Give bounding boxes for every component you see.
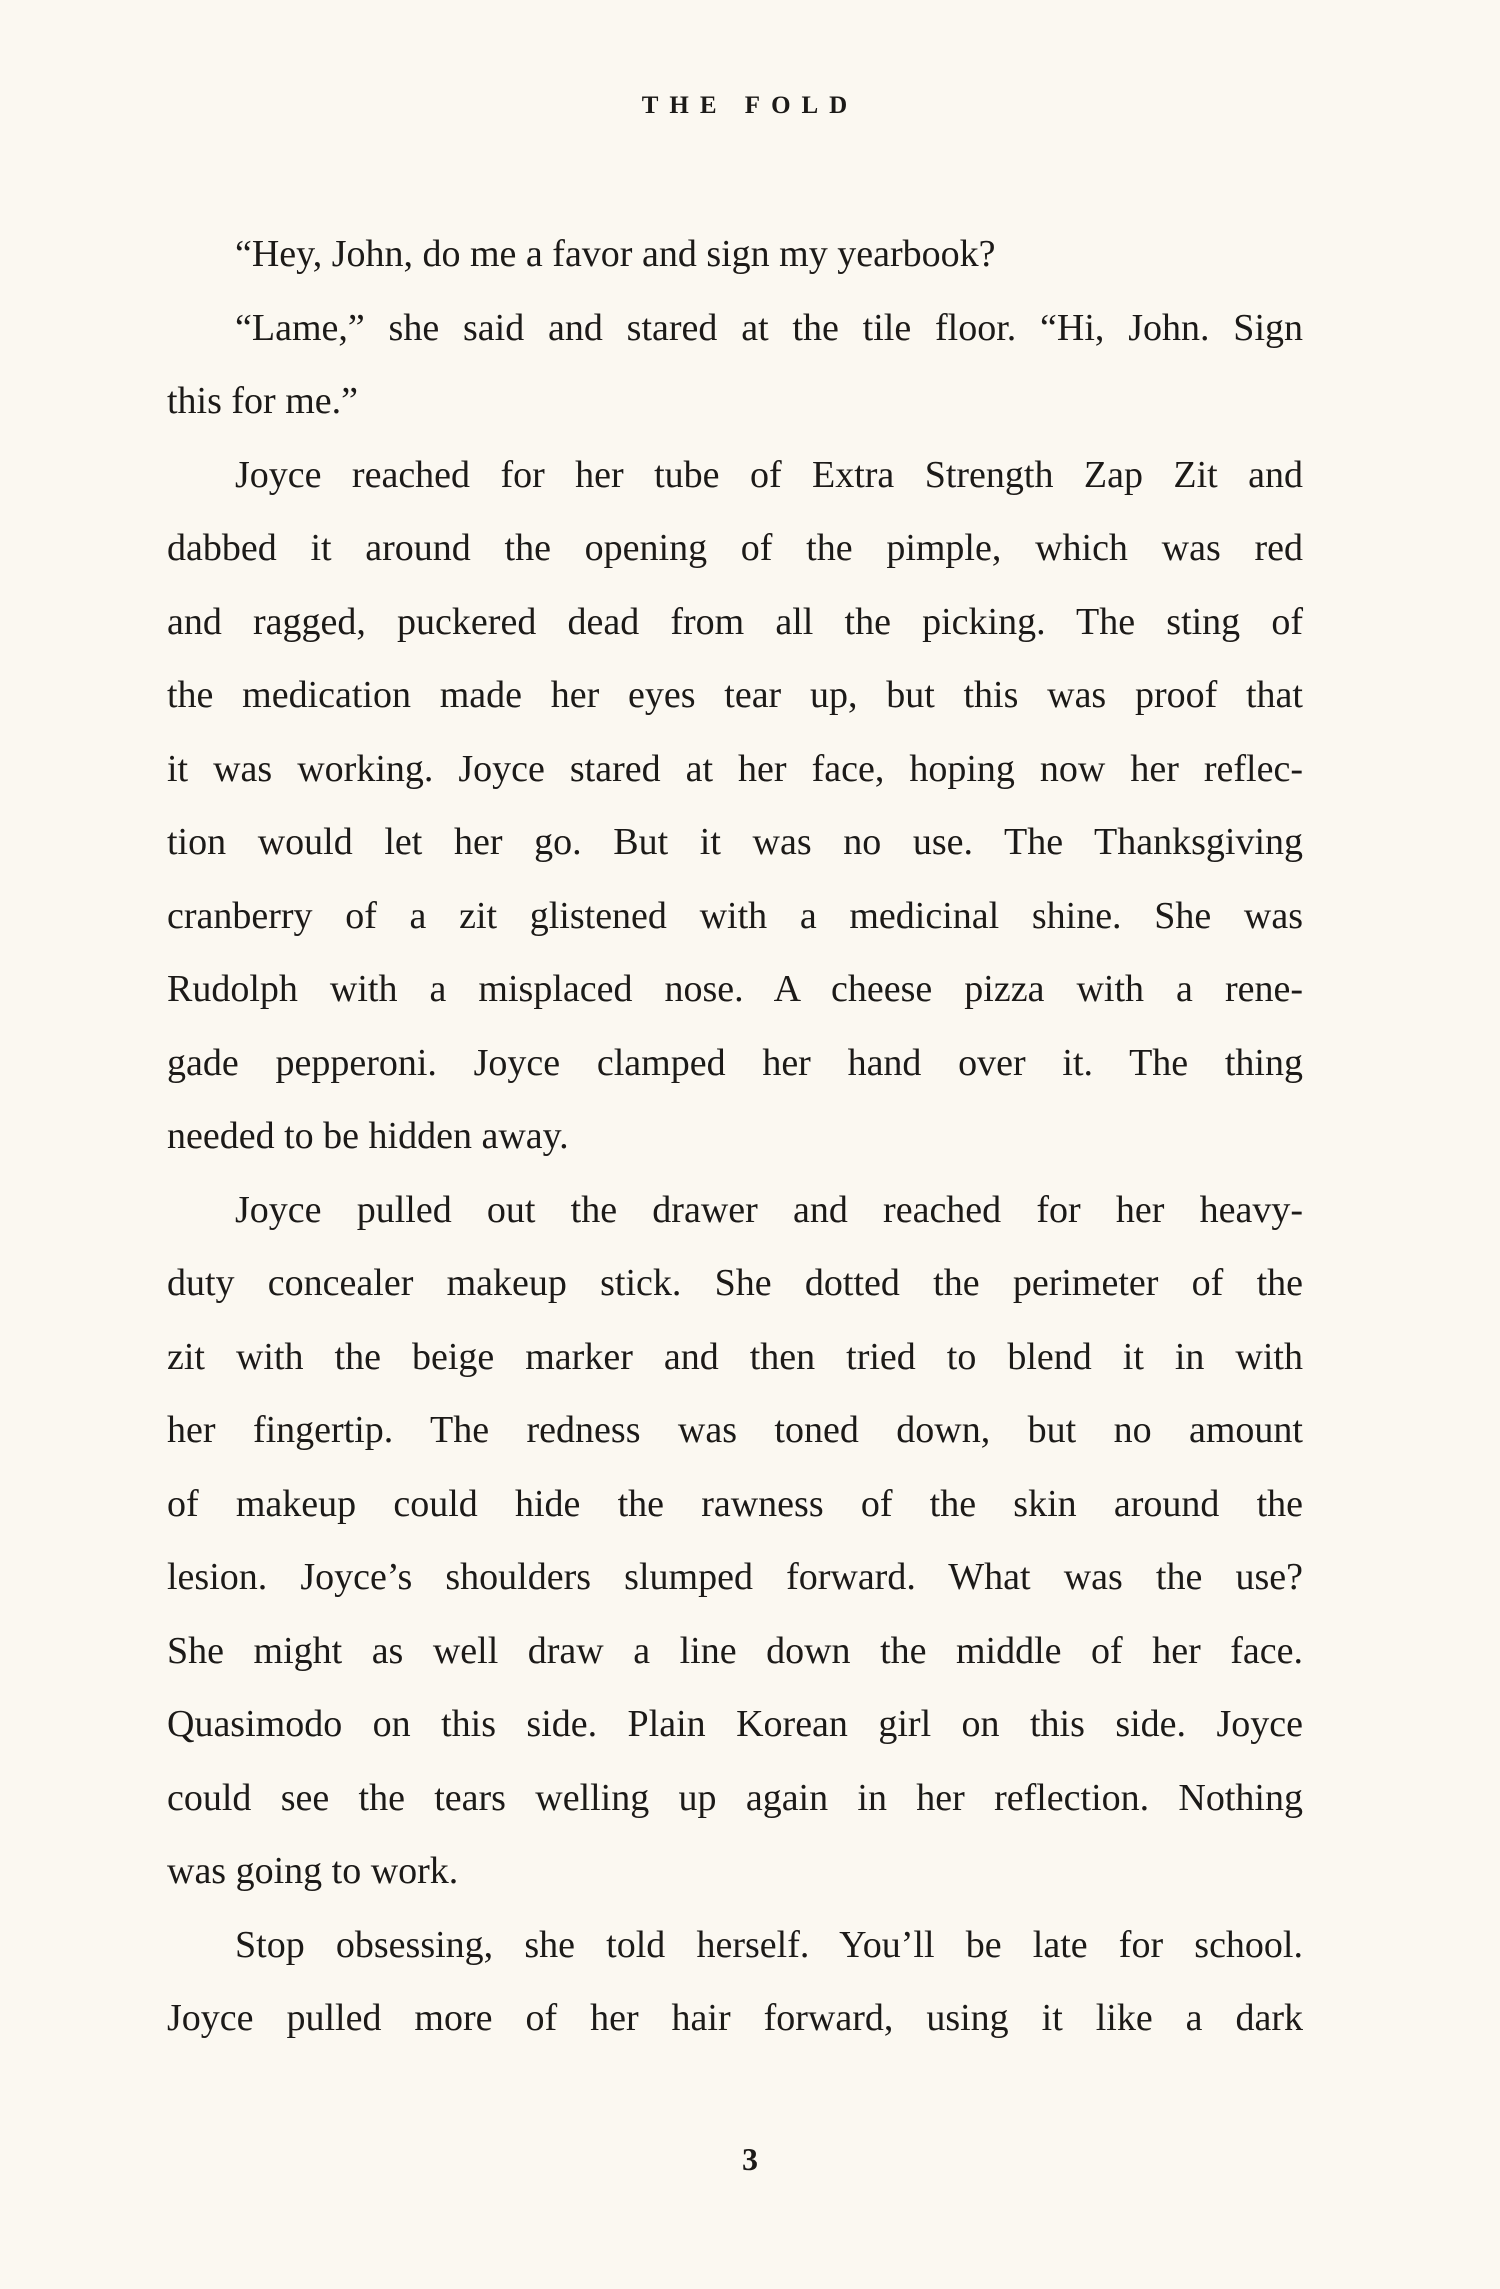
text-line: her fingertip. The redness was toned down, but no amount xyxy=(167,1409,1303,1451)
text-line: Quasimodo on this side. Plain Korean girl on this side. Joyce xyxy=(167,1703,1303,1745)
text-line: “Hey, John, do me a favor and sign my yearbook? xyxy=(235,233,996,275)
text-line: “Lame,” she said and stared at the tile floor. “Hi, John. Sign xyxy=(235,306,1303,349)
text-line: duty concealer makeup stick. She dotted the perimeter of the xyxy=(167,1262,1303,1304)
text-line: the medication made her eyes tear up, but this was proof that xyxy=(167,674,1303,716)
text-line: Joyce pulled more of her hair forward, using it like a dark xyxy=(167,1997,1303,2039)
text-line: was going to work. xyxy=(167,1850,459,1892)
text-line: it was working. Joyce stared at her face, hoping now her reflec- xyxy=(167,747,1303,790)
text-line: Stop obsessing, she told herself. You’ll be late for school. xyxy=(235,1923,1303,1966)
body-text xyxy=(167,218,1303,2056)
paragraph xyxy=(167,1909,1303,2056)
page-number: 3 xyxy=(742,2141,758,2177)
paragraph xyxy=(167,292,1303,439)
text-line: could see the tears welling up again in her reflection. Nothing xyxy=(167,1776,1303,1819)
text-line: zit with the beige marker and then tried to blend it in with xyxy=(167,1335,1303,1378)
text-line: cranberry of a zit glistened with a medicinal shine. She was xyxy=(167,894,1303,937)
paragraph xyxy=(167,1174,1303,1909)
text-line: Joyce reached for her tube of Extra Strength Zap Zit and xyxy=(235,453,1303,496)
text-line: and ragged, puckered dead from all the picking. The sting of xyxy=(167,600,1303,643)
text-line: of makeup could hide the rawness of the skin around the xyxy=(167,1482,1303,1525)
text-line: tion would let her go. But it was no use. The Thanksgiving xyxy=(167,821,1303,863)
running-head: THE FOLD xyxy=(641,92,859,119)
paragraph xyxy=(167,218,1303,292)
text-line: dabbed it around the opening of the pimple, which was red xyxy=(167,527,1303,569)
text-line: lesion. Joyce’s shoulders slumped forward. What was the use? xyxy=(167,1556,1303,1598)
text-line: Joyce pulled out the drawer and reached for her heavy- xyxy=(235,1188,1303,1231)
paragraph xyxy=(167,439,1303,1174)
text-line: this for me.” xyxy=(167,380,359,422)
text-line: She might as well draw a line down the middle of her face. xyxy=(167,1629,1303,1672)
text-line: needed to be hidden away. xyxy=(167,1115,569,1157)
text-line: Rudolph with a misplaced nose. A cheese pizza with a rene- xyxy=(167,968,1303,1010)
text-line: gade pepperoni. Joyce clamped her hand over it. The thing xyxy=(167,1041,1303,1084)
